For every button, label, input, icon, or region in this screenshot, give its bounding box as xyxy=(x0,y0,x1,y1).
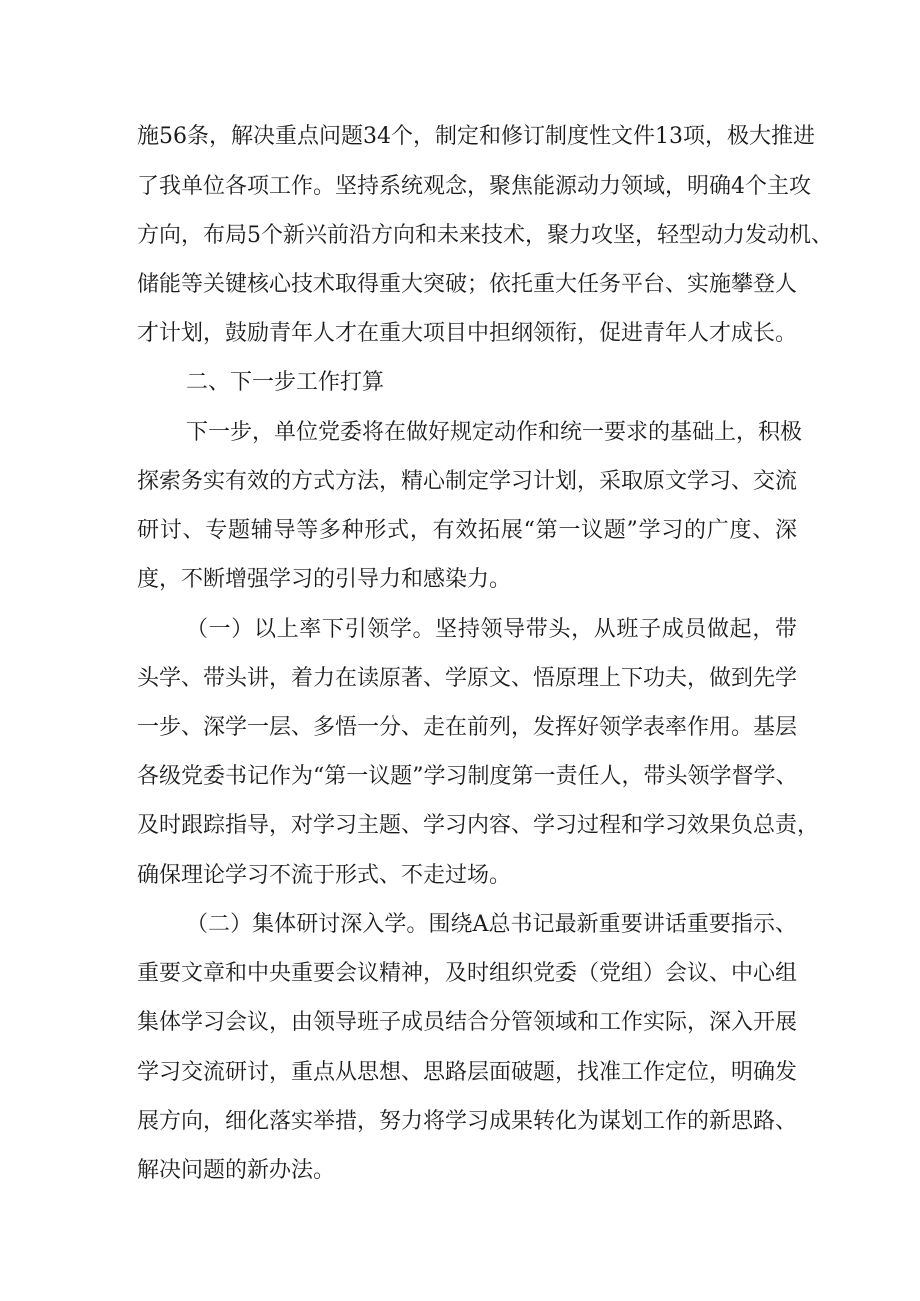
text-line: 展方向，细化落实举措，努力将学习成果转化为谋划工作的新思路、 xyxy=(137,1109,798,1134)
text-line: 学习交流研讨，重点从思想、思路层面破题，找准工作定位，明确发 xyxy=(137,1060,798,1085)
text-line: 下一步，单位党委将在做好规定动作和统一要求的基础上，积极 xyxy=(186,420,803,445)
text-line: 及时跟踪指导，对学习主题、学习内容、学习过程和学习效果负总责， xyxy=(137,813,820,838)
text-line: 重要文章和中央重要会议精神，及时组织党委（党组）会议、中心组 xyxy=(137,961,798,986)
text-line: 方向，布局5个新兴前沿方向和未来技术，聚力攻坚，轻型动力发动机、 xyxy=(137,223,833,248)
text-line: 储能等关键核心技术取得重大突破；依托重大任务平台、实施攀登人 xyxy=(137,272,798,297)
text-line: 确保理论学习不流于形式、不走过场。 xyxy=(137,863,512,888)
text-line: 一步、深学一层、多悟一分、走在前列，发挥好领学表率作用。基层 xyxy=(137,715,798,740)
text-line: 探索务实有效的方式方法，精心制定学习计划，采取原文学习、交流 xyxy=(137,469,798,494)
text-line: 头学、带头讲，着力在读原著、学原文、悟原理上下功夫，做到先学 xyxy=(137,666,798,691)
section-heading: 二、下一步工作打算 xyxy=(186,370,385,395)
text-line: 集体学习会议，由领导班子成员结合分管领域和工作实际，深入开展 xyxy=(137,1010,798,1035)
text-line: 各级党委书记作为“第一议题”学习制度第一责任人，带头领学督学、 xyxy=(137,764,798,789)
text-line: （二）集体研讨深入学。围绕A总书记最新重要讲话重要指示、 xyxy=(186,912,797,937)
text-line: 才计划，鼓励青年人才在重大项目中担纲领衔，促进青年人才成长。 xyxy=(137,321,798,346)
text-line: 解决问题的新办法。 xyxy=(137,1158,336,1183)
text-line: 施56条，解决重点问题34个，制定和修订制度性文件13项，极大推进 xyxy=(137,124,815,149)
text-line: 度，不断增强学习的引导力和感染力。 xyxy=(137,567,512,592)
text-line: 研讨、专题辅导等多种形式，有效拓展“第一议题”学习的广度、深 xyxy=(137,518,797,543)
text-line: （一）以上率下引领学。坚持领导带头，从班子成员做起，带 xyxy=(186,617,797,642)
text-line: 了我单位各项工作。坚持系统观念，聚焦能源动力领域，明确4个主攻 xyxy=(137,174,811,199)
